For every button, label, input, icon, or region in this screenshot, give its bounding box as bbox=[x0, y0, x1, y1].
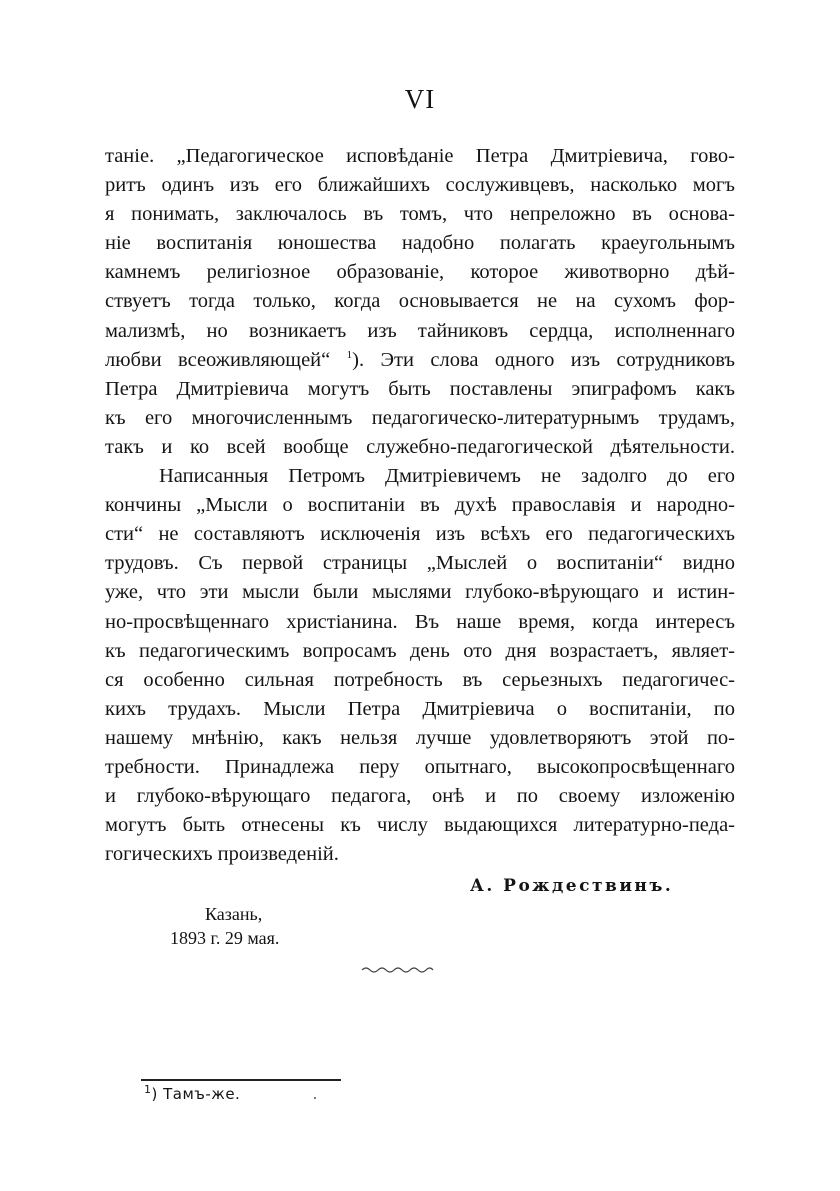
text-line: я понимать, заключалось въ томъ, что непреложно въ основа- bbox=[105, 203, 735, 226]
text-line: Петра Дмитріевича могутъ быть поставлены эпиграфомъ какъ bbox=[105, 377, 735, 400]
text-line: таніе. „Педагогическое исповѣданіе Петра Дмитріевича, гово- bbox=[105, 145, 735, 167]
text-line: могутъ быть отнесены къ числу выдающихся литературно-педа- bbox=[105, 814, 735, 837]
text-line: Написанныя Петромъ Дмитріевичемъ не задолго до его bbox=[159, 465, 735, 488]
page-number: VI bbox=[404, 84, 436, 114]
text-line: камнемъ религіозное образованіе, которое животворно дѣй- bbox=[105, 261, 735, 284]
text-line: кончины „Мысли о воспитаніи въ духѣ православія и народно- bbox=[105, 494, 735, 517]
date-line: 1893 г. 29 мая. bbox=[170, 928, 280, 948]
footnote-separator bbox=[141, 1079, 341, 1081]
footnote-reference: 1 bbox=[346, 348, 353, 361]
body-text bbox=[105, 142, 735, 869]
footnote-text: ) Тамъ-же. bbox=[151, 1085, 241, 1103]
footnote-marker: 1 bbox=[144, 1083, 152, 1096]
text-line: гогическихъ произведеній. bbox=[105, 843, 339, 866]
text-line: къ педагогическимъ вопросамъ день ото дня возрастаетъ, являет- bbox=[105, 639, 735, 662]
place-line: Казань, bbox=[205, 904, 263, 924]
text-line: ся особенно сильная потребность въ серьезныхъ педагогичес- bbox=[105, 668, 735, 691]
text-line: но-просвѣщеннаго христіанина. Въ наше время, когда интересъ bbox=[105, 610, 735, 633]
text-line: ствуетъ тогда только, когда основывается не на сухомъ фор- bbox=[105, 290, 735, 313]
text-line: нашему мнѣнію, какъ нельзя лучше удовлетворяютъ этой по- bbox=[105, 726, 735, 749]
text-line: сти“ не составляютъ исключенія изъ всѣхъ его педагогическихъ bbox=[105, 523, 735, 546]
text-segment: любви всеоживляющей“ bbox=[105, 348, 331, 371]
text-line: мализмѣ, но возникаетъ изъ тайниковъ сердца, исполненнаго bbox=[105, 319, 735, 342]
text-line: трудовъ. Съ первой страницы „Мыслей о воспитаніи“ видно bbox=[105, 552, 735, 575]
text-line: кихъ трудахъ. Мысли Петра Дмитріевича о воспитаніи, по bbox=[105, 697, 735, 720]
text-line: и глубоко-вѣрующаго педагога, онѣ и по своему изложенію bbox=[105, 785, 735, 808]
text-line: ніе воспитанія юношества надобно полагать краеугольнымъ bbox=[105, 232, 735, 255]
ornament-divider bbox=[360, 958, 435, 978]
footnote bbox=[144, 1084, 240, 1104]
text-line: такъ и ко всей вообще служебно-педагогической дѣятельности. bbox=[105, 435, 735, 458]
author-signature: А. Рождествинъ. bbox=[470, 876, 674, 896]
text-line: требности. Принадлежа перу опытнаго, высокопросвѣщеннаго bbox=[105, 755, 735, 778]
text-line: уже, что эти мысли были мыслями глубоко-вѣрующаго и истин- bbox=[105, 581, 735, 604]
print-speck bbox=[314, 1097, 316, 1099]
text-segment: ). Эти слова одного изъ сотрудниковъ bbox=[352, 348, 735, 371]
text-line: ритъ одинъ изъ его ближайшихъ сослуживцевъ, насколько могъ bbox=[105, 174, 735, 197]
text-line-with-footnote-ref bbox=[105, 346, 735, 375]
text-line: къ его многочисленнымъ педагогическо-литературнымъ трудамъ, bbox=[105, 406, 735, 429]
